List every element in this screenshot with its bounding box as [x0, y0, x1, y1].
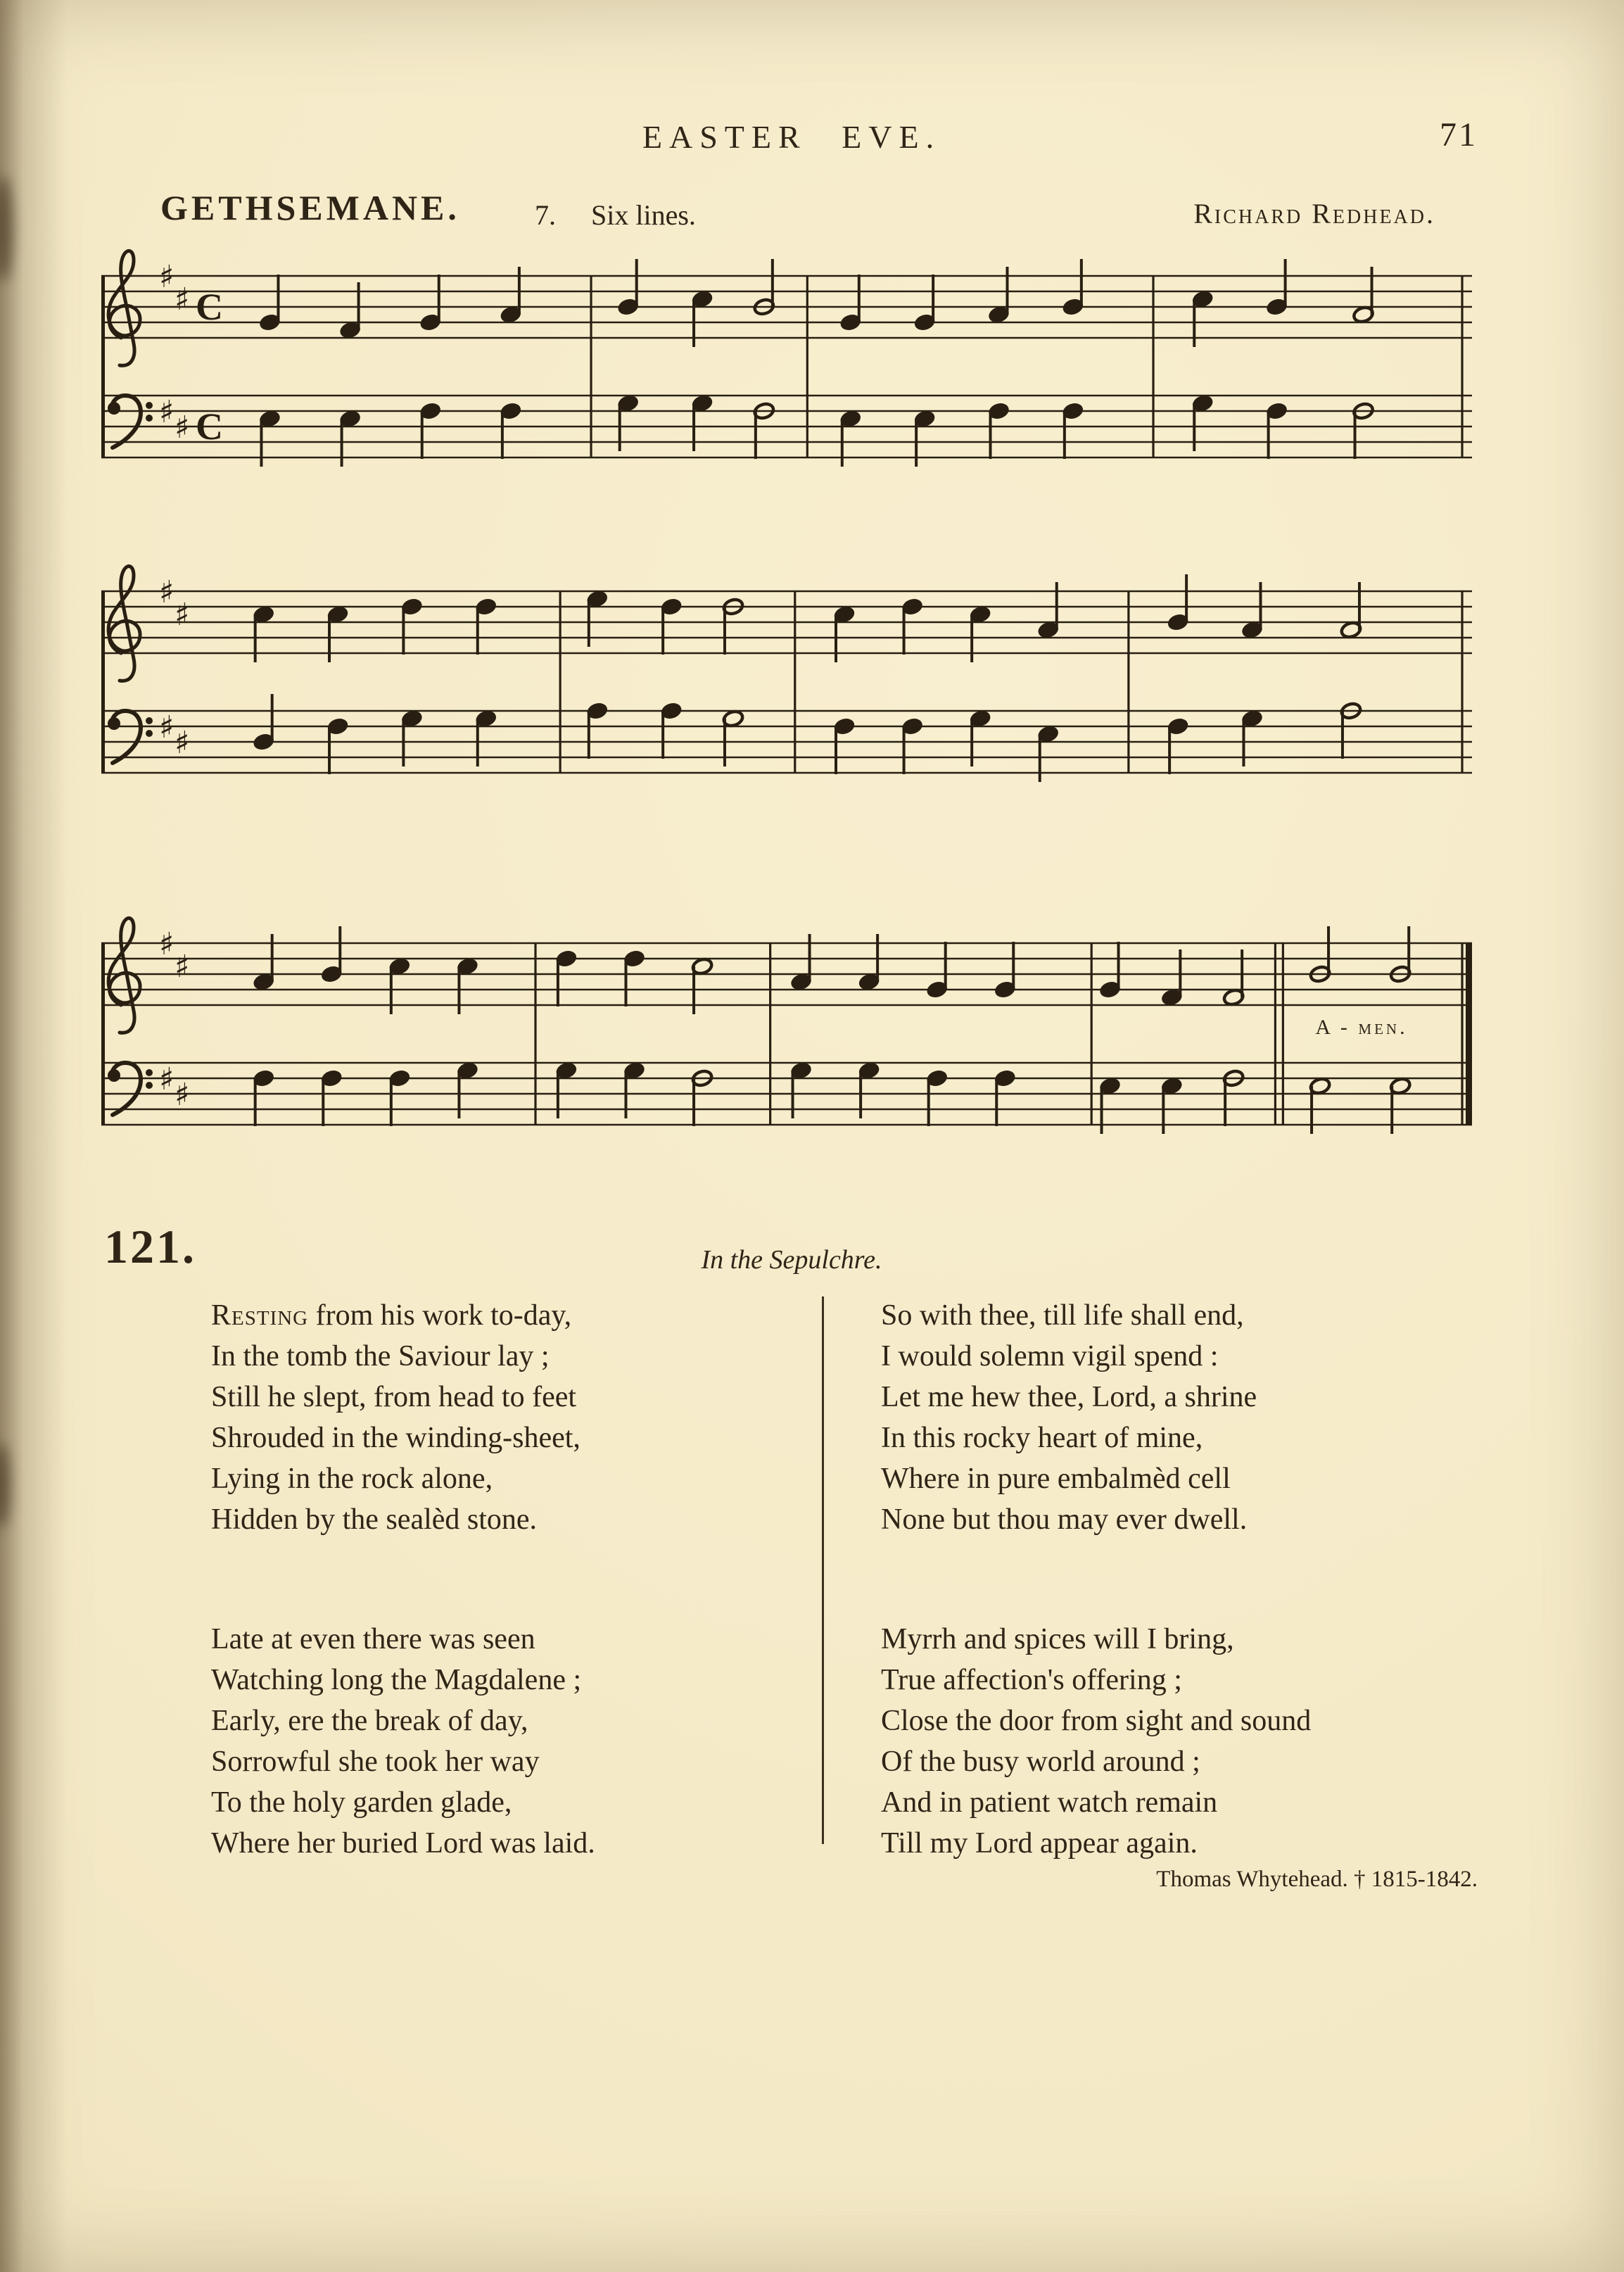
- svg-text:♯: ♯: [159, 259, 175, 295]
- hymn-line: Resting from his work to-day,: [211, 1299, 572, 1332]
- svg-text:♯: ♯: [159, 709, 175, 745]
- hymn-line: I would solemn vigil spend :: [881, 1340, 1219, 1372]
- svg-text:♯: ♯: [175, 282, 190, 317]
- hymn-line: Myrrh and spices will I bring,: [881, 1623, 1234, 1655]
- svg-text:♯: ♯: [159, 1061, 175, 1097]
- tune-title: GETHSEMANE.: [160, 188, 460, 227]
- tune-meter-label: Six lines.: [591, 199, 696, 231]
- svg-text:♯: ♯: [159, 394, 175, 430]
- hymn-line: Still he slept, from head to feet: [211, 1381, 577, 1413]
- svg-text:♯: ♯: [175, 410, 190, 446]
- svg-text:♯: ♯: [175, 725, 190, 761]
- binding-shadow: [0, 0, 67, 2272]
- hymn-line: Early, ere the break of day,: [211, 1705, 528, 1737]
- hymn-subtitle: In the Sepulchre.: [701, 1245, 882, 1275]
- hymn-line: In this rocky heart of mine,: [881, 1422, 1203, 1454]
- hymn-line: And in patient watch remain: [881, 1786, 1218, 1819]
- svg-text:♯: ♯: [175, 949, 190, 985]
- hymn-column-right: [881, 1295, 1486, 1943]
- hymn-line: Of the busy world around ;: [881, 1746, 1200, 1778]
- hymn-line: Hidden by the sealèd stone.: [211, 1503, 538, 1536]
- stanza-4: [881, 1619, 1486, 1864]
- hymn-line: Let me hew thee, Lord, a shrine: [881, 1381, 1257, 1413]
- hymn-line: Late at even there was seen: [211, 1623, 535, 1655]
- hymn-line: Shrouded in the winding-sheet,: [211, 1422, 581, 1454]
- stanza-2: [211, 1619, 816, 1864]
- svg-text:C: C: [196, 405, 223, 448]
- hymn-line: In the tomb the Saviour lay ;: [211, 1340, 550, 1372]
- hymn-line: Where her buried Lord was laid.: [211, 1827, 595, 1860]
- music-system-2: [99, 563, 1483, 795]
- author-attribution: Thomas Whytehead. † 1815-1842.: [1156, 1867, 1478, 1892]
- column-divider: [822, 1296, 824, 1844]
- composer-name: Richard Redhead.: [1193, 198, 1435, 229]
- running-header: EASTER EVE.: [642, 119, 941, 155]
- hymn-line: Till my Lord appear again.: [881, 1827, 1198, 1860]
- hymn-line: So with thee, till life shall end,: [881, 1299, 1244, 1332]
- hymn-column-left: [211, 1295, 816, 1943]
- music-system-3: [99, 915, 1483, 1147]
- hymn-line: To the holy garden glade,: [211, 1786, 512, 1819]
- svg-text:♯: ♯: [175, 597, 190, 633]
- hymn-line: Where in pure embalmèd cell: [881, 1463, 1231, 1495]
- hymn-line: Lying in the rock alone,: [211, 1463, 493, 1495]
- hymn-number: 121.: [104, 1220, 196, 1273]
- page-number: 71: [1440, 116, 1478, 153]
- svg-text:♯: ♯: [159, 926, 175, 962]
- svg-text:C: C: [196, 286, 223, 328]
- stanza-1: [211, 1295, 816, 1540]
- music-system-1: [99, 248, 1483, 480]
- hymn-line: Sorrowful she took her way: [211, 1746, 540, 1778]
- svg-text:♯: ♯: [159, 574, 175, 610]
- hymn-line: Watching long the Magdalene ;: [211, 1664, 582, 1696]
- amen-label: A - men.: [1315, 1016, 1408, 1039]
- stanza-3: [881, 1295, 1486, 1540]
- tune-meter-number: 7.: [535, 199, 556, 231]
- hymn-line: None but thou may ever dwell.: [881, 1503, 1248, 1536]
- svg-text:♯: ♯: [175, 1077, 190, 1113]
- hymn-line: True affection's offering ;: [881, 1664, 1182, 1696]
- hymn-line: Close the door from sight and sound: [881, 1705, 1312, 1737]
